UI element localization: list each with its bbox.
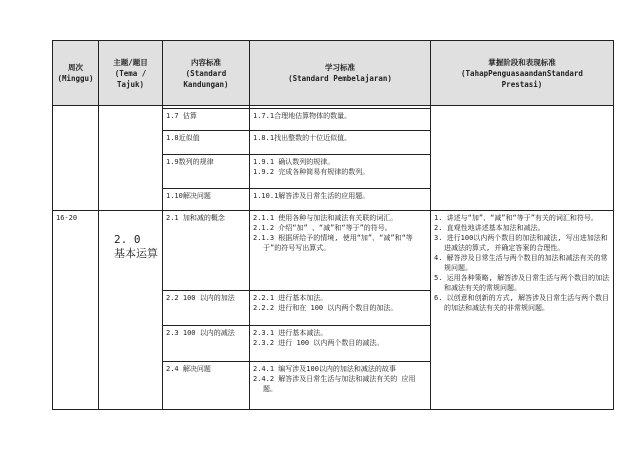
header-learning-standard: 学习标准 (Standard Pembelajaran)	[250, 41, 431, 106]
content-standard: 2.3 100 以内的减法	[163, 326, 250, 362]
learning-standard: 2.3.1 进行基本减法。 2.3.2 进行 100 以内两个数目的减法。	[250, 326, 431, 362]
content-standard: 1.10解决问题	[163, 189, 250, 211]
learning-standard: 1.8.1找出整数的十位近似值。	[250, 131, 431, 155]
lesson-plan-table	[52, 40, 614, 410]
learning-standard: 1.10.1解答涉及日常生活的应用题。	[250, 189, 431, 211]
header-performance-standard: 掌握阶段和表现标准 (TahapPenguasaandanStandard Prestasi)	[431, 41, 614, 106]
week-cell-empty	[53, 106, 99, 211]
performance-standard: 1. 讲述与“加”、“减”和“等于”有关的词汇和符号。 2. 直观性地讲述基本加法和减法。 3. 进行100以内两个数目的加法和减法, 写出进加法和进减法的算式, 并确定答案的合理性。 4. 解答涉及日常生活与两个数目的加法和减法有关的常规问题。 5. 运用各种策略, 解答涉及日常生活与两个数目的加法和减法有关的常规问题。 6. 以创意和创新的方式, 解答涉及日常生活与两个数目的加法和减法有关的非常规问题。	[431, 211, 614, 410]
content-standard: 2.2 100 以内的加法	[163, 291, 250, 326]
learning-standard: 1.9.1 确认数列的规律。 1.9.2 完成各种简易有规律的数列。	[250, 155, 431, 189]
topic-cell	[99, 211, 163, 410]
topic-cell-empty	[99, 106, 163, 211]
header-week: 周次 (Minggu)	[53, 41, 99, 106]
header-topic: 主题/题目 (Tema / Tajuk)	[99, 41, 163, 106]
learning-standard: 2.1.1 使用各种与加法和减法有关联的词汇。 2.1.2 介绍“加” 、“减”和“等于”的符号。 2.1.3 根据所给予的情境, 使用“加”、“减”和“等于”的符号写出算式。	[250, 211, 431, 291]
content-standard: 1.9数列的规律	[163, 155, 250, 189]
table-row	[53, 211, 614, 291]
content-standard: 1.8近似值	[163, 131, 250, 155]
learning-standard: 1.7.1合理地估算物体的数量。	[250, 109, 431, 131]
content-standard: 2.1 加和减的概念	[163, 211, 250, 291]
content-standard: 2.4 解决问题	[163, 362, 250, 410]
topic-number: 2. 0	[114, 233, 141, 246]
performance-cell-empty	[431, 106, 614, 211]
topic-name: 基本运算	[114, 247, 158, 260]
header-content-standard: 内容标准 (Standard Kandungan)	[163, 41, 250, 106]
content-standard: 1.7 估算	[163, 109, 250, 131]
learning-standard: 2.2.1 进行基本加法。 2.2.2 进行和在 100 以内两个数目的加法。	[250, 291, 431, 326]
week-cell: 16-20	[53, 211, 99, 410]
header-row	[53, 41, 614, 106]
learning-standard: 2.4.1 编写涉及100以内的加法和减法的故事 2.4.2 解答涉及日常生活与加法和减法有关的 应用题。	[250, 362, 431, 410]
